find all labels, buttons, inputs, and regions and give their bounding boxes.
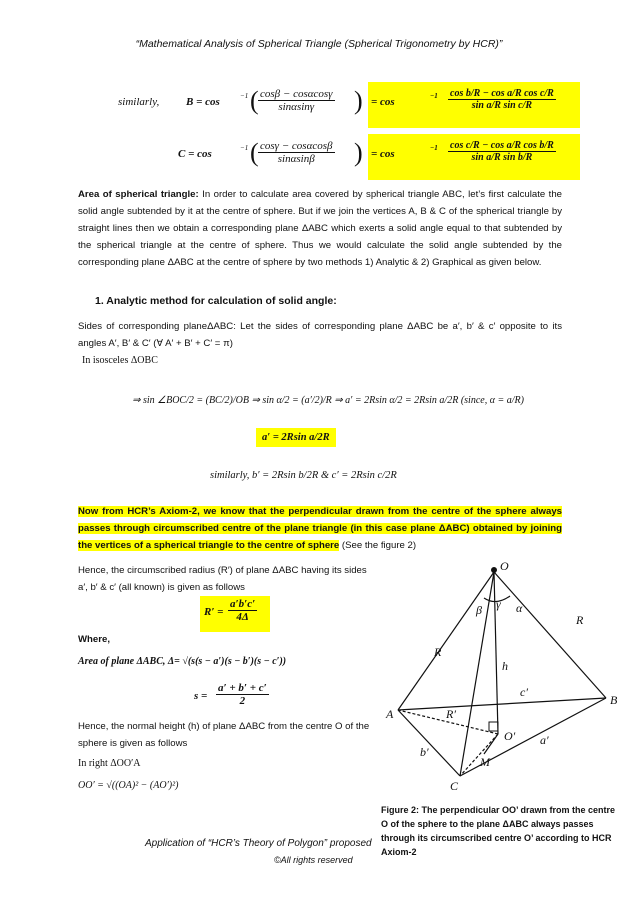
- page-header: “Mathematical Analysis of Spherical Triangle (Spherical Trigonometry by HCR)”: [135, 38, 503, 50]
- eq-c-var: C = cos: [178, 148, 212, 160]
- axiom-tail: (See the figure 2): [339, 540, 417, 551]
- figure-2-diagram: [376, 558, 624, 796]
- label-c-prime: c′: [520, 685, 528, 699]
- eq-c-denominator: sinαsinβ: [277, 153, 315, 165]
- equation-s: [194, 680, 274, 714]
- eq-c-rhs-denominator: sin a/R sin b/R: [471, 152, 533, 163]
- equation-a-prime: a′ = 2Rsin a/2R: [256, 428, 336, 447]
- equation-sin: ⇒ sin ∠BOC/2 = (BC/2)/OB ⇒ sin α/2 = (a′/2)/R ⇒ a′ = 2Rsin α/2 = 2Rsin a/2R (since, α = a/R): [132, 395, 524, 406]
- eq-c-rhs-var: = cos: [371, 148, 395, 160]
- right-triangle-text: In right ΔOO′A: [78, 758, 141, 769]
- label-r-prime: R′: [446, 707, 456, 721]
- label-gamma: γ: [496, 597, 501, 611]
- eq-b-rhs-numerator: cos b/R − cos a/R cos c/R: [450, 88, 554, 99]
- label-b: B: [610, 693, 618, 707]
- eq-s-lhs: s =: [194, 690, 208, 702]
- eq-b-var: B = cos: [186, 96, 220, 108]
- area-text: In order to calculate area covered by spherical triangle ABC, let’s first calculate the solid angle subtended by it at the centre of sphere. But if we join the vertices A, B & C of the spherical triangle by straight lines then we obtain a corresponding plane ΔABC which exerts a solid angle equal to that subtended by the spherical triangle at the centre of sphere. Thus we would calculate the solid angle subtended by the corresponding plane ΔABC at the centre of sphere by two methods 1) Analytic & 2) Graphical as given below.: [78, 189, 563, 268]
- eq-b-numerator: cosβ − cosαcosγ: [260, 88, 333, 100]
- sides-paragraph: Sides of corresponding planeΔABC: Let the sides of corresponding plane ΔABC be a′, b′ & c′ opposite to its angles A′, B′ & C′ (∀ A′ + B′ + C′ = π): [78, 321, 562, 349]
- label-o-prime: O′: [504, 729, 516, 743]
- label-a: A: [386, 707, 394, 721]
- eq-b-denominator: sinαsinγ: [278, 101, 315, 113]
- axiom-paragraph: [78, 503, 562, 554]
- figure-2-caption: Figure 2: The perpendicular OO’ drawn from the centre O of the sphere to the plane ΔABC always passes through its circumscribed centre O’ according to HCR Axiom-2: [381, 805, 616, 857]
- equation-c: C = cos −1 ( $\frac{\cos\gamma - \cos\alpha\cos\beta}{\sin\alpha\sin\beta}$ ) = cos −1 $\frac{\text{cos c/R − cos a/R cos b/R}}{\text{sin a/R sin b/R}}$: [118, 134, 578, 182]
- eq-s-numerator: a′ + b′ + c′: [218, 682, 267, 694]
- axiom-text: Now from HCR’s Axiom-2, we know that the perpendicular drawn from the centre of the sphere always passes through circumscribed centre of the plane triangle (in this case plane ΔABC) obtained by joining the vertices of a spherical triangle to the centre of sphere: [78, 506, 562, 551]
- eq-b-rhs-var: = cos: [371, 96, 395, 108]
- footer-line-1: Application of “HCR’s Theory of Polygon” proposed: [145, 838, 372, 849]
- eq-b-lhs: similarly,: [118, 96, 160, 108]
- label-a-prime: a′: [540, 733, 549, 747]
- equation-b: similarly, B = cos −1 ( $\frac{\cos\beta - \cos\alpha\cos\gamma}{\sin\alpha\sin\gamma}$ ) = cos −1 $\frac{\text{cos b/R − cos a/R cos c/R}}{\text{sin a/R sin c/R}}$: [118, 82, 578, 130]
- label-c: C: [450, 779, 459, 793]
- area-paragraph: [78, 186, 562, 271]
- area-heading: Area of spherical triangle:: [78, 189, 199, 200]
- section-1-title: 1. Analytic method for calculation of solid angle:: [95, 295, 337, 307]
- label-b-prime: b′: [420, 745, 429, 759]
- label-m: M: [480, 755, 490, 769]
- eq-c-rhs-numerator: cos c/R − cos a/R cos b/R: [450, 140, 554, 151]
- label-h: h: [502, 659, 508, 673]
- eq-c-numerator: cosγ − cosαcosβ: [260, 140, 333, 152]
- vertex-o: [491, 567, 497, 573]
- footer-line-2: ©All rights reserved: [274, 855, 353, 865]
- eq-s-denominator: 2: [239, 695, 246, 707]
- label-alpha: α: [516, 601, 523, 615]
- circum-paragraph: Hence, the circumscribed radius (R′) of plane ΔABC having its sides a′, b′ & c′ (all known) is given as follows: [78, 565, 367, 593]
- label-r-right: R: [576, 613, 584, 627]
- normal-paragraph: Hence, the normal height (h) of plane ΔABC from the centre O of the sphere is given as follows: [78, 721, 370, 749]
- label-o: O: [500, 559, 509, 573]
- equation-r-prime: [200, 596, 270, 632]
- equation-oo: OO′ = √((OA)² − (AO′)²): [78, 780, 179, 791]
- equation-area: Area of plane ΔABC, Δ= √(s(s − a′)(s − b′)(s − c′)): [78, 656, 287, 667]
- isosceles-text: In isosceles ΔOBC: [82, 355, 158, 366]
- eq-r-numerator: a′b′c′: [230, 598, 256, 610]
- equation-b-c-prime: [210, 470, 397, 481]
- label-r-left: R: [434, 645, 442, 659]
- eq-b-rhs-denominator: sin a/R sin c/R: [471, 100, 533, 111]
- label-beta: β: [476, 603, 482, 617]
- eq-bc-text: similarly, b′ = 2Rsin b/2R & c′ = 2Rsin c/2R: [210, 470, 397, 481]
- where-label: Where,: [78, 634, 110, 645]
- eq-r-denominator: 4Δ: [236, 611, 249, 623]
- eq-r-lhs: R′ =: [204, 606, 224, 618]
